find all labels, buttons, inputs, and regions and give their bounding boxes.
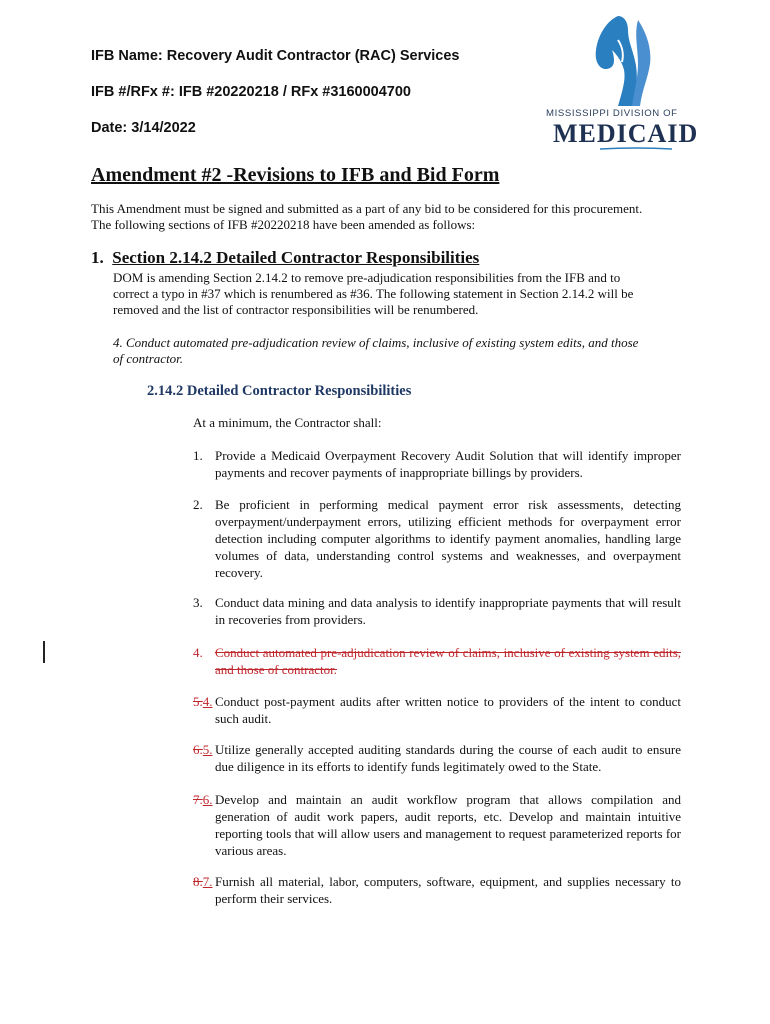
new-number: 6. xyxy=(202,792,213,807)
item-text: Utilize generally accepted auditing standards during the course of each audit to ensure due diligence in its efforts to identify funds legitimately owed to the State. xyxy=(215,742,681,774)
list-item xyxy=(193,873,681,907)
old-number: 6. xyxy=(193,742,203,757)
document-date: Date: 3/14/2022 xyxy=(91,120,196,136)
list-item xyxy=(193,594,681,628)
item-text: Furnish all material, labor, computers, software, equipment, and supplies necessary to perform their services. xyxy=(215,874,681,906)
list-item xyxy=(193,741,681,775)
body-line: removed and the list of contractor responsibilities will be renumbered. xyxy=(113,302,479,317)
item-number: 2. xyxy=(193,497,203,512)
hands-logo-icon xyxy=(588,12,658,110)
body-line: DOM is amending Section 2.14.2 to remove pre-adjudication responsibilities from the IFB and to xyxy=(113,270,621,285)
new-number: 5. xyxy=(202,742,213,757)
removed-statement-quote xyxy=(113,335,638,367)
item-text: Be proficient in performing medical payment error risk assessments, detecting overpayment/underpayment errors, utilizing efficient methods for overpayment error detection including computer algorithms to identify payment anomalies, handling large volumes of data, understanding control systems and weaknesses, and overpayment recovery. xyxy=(215,497,681,580)
section-1-heading xyxy=(91,248,479,268)
body-line: correct a typo in #37 which is renumbered as #36. The following statement in Section 2.14.2 will be xyxy=(113,286,634,301)
logo-division-text: MISSISSIPPI DIVISION OF xyxy=(546,108,678,119)
logo-swoosh-icon xyxy=(600,147,672,150)
item-text: Provide a Medicaid Overpayment Recovery Audit Solution that will identify improper payments and recover payments of inappropriate billings by providers. xyxy=(215,448,681,480)
amendment-title: Amendment #2 -Revisions to IFB and Bid Form xyxy=(91,164,500,186)
subsection-heading: 2.14.2 Detailed Contractor Responsibilities xyxy=(147,383,412,399)
section-title: Section 2.14.2 Detailed Contractor Responsibilities xyxy=(112,248,480,267)
old-number: 8. xyxy=(193,874,203,889)
logo-medicaid-wordmark: MEDICAID xyxy=(553,119,699,148)
item-number: 1. xyxy=(193,448,203,463)
item-text: Conduct post-payment audits after written notice to providers of the intent to conduct such audit. xyxy=(215,694,681,726)
quote-line: 4. Conduct automated pre-adjudication review of claims, inclusive of existing system edits, and those xyxy=(113,335,639,350)
quote-line: of contractor. xyxy=(113,351,184,366)
subsection-lead: At a minimum, the Contractor shall: xyxy=(193,415,382,430)
item-text: Conduct data mining and data analysis to identify inappropriate payments that will result in recoveries from providers. xyxy=(215,595,681,627)
ifb-name: IFB Name: Recovery Audit Contractor (RAC) Services xyxy=(91,48,460,64)
item-text: Conduct automated pre-adjudication review of claims, inclusive of existing system edits, and those of contractor. xyxy=(215,645,681,677)
list-item xyxy=(193,447,681,481)
item-text: Develop and maintain an audit workflow program that allows compilation and generation of audit work papers, audit reports, etc. Develop and maintain intuitive reporting tools that will allow users and management to request parameterized reports for various areas. xyxy=(215,792,681,858)
list-item xyxy=(193,693,681,727)
item-number: 4. xyxy=(193,645,203,660)
item-number: 3. xyxy=(193,595,203,610)
intro-line: The following sections of IFB #20220218 have been amended as follows: xyxy=(91,217,476,232)
section-number: 1. xyxy=(91,248,104,267)
ifb-number: IFB #/RFx #: IFB #20220218 / RFx #3160004700 xyxy=(91,84,411,100)
change-bar xyxy=(43,641,45,663)
old-number: 7. xyxy=(193,792,203,807)
list-item xyxy=(193,496,681,581)
old-number: 5. xyxy=(193,694,203,709)
deleted-list-item xyxy=(193,644,681,678)
new-number: 7. xyxy=(202,874,213,889)
new-number: 4. xyxy=(202,694,213,709)
section-1-body xyxy=(113,270,633,318)
intro-line: This Amendment must be signed and submitted as a part of any bid to be considered for this procurement. xyxy=(91,201,643,216)
list-item xyxy=(193,791,681,859)
intro-paragraph xyxy=(91,201,642,233)
